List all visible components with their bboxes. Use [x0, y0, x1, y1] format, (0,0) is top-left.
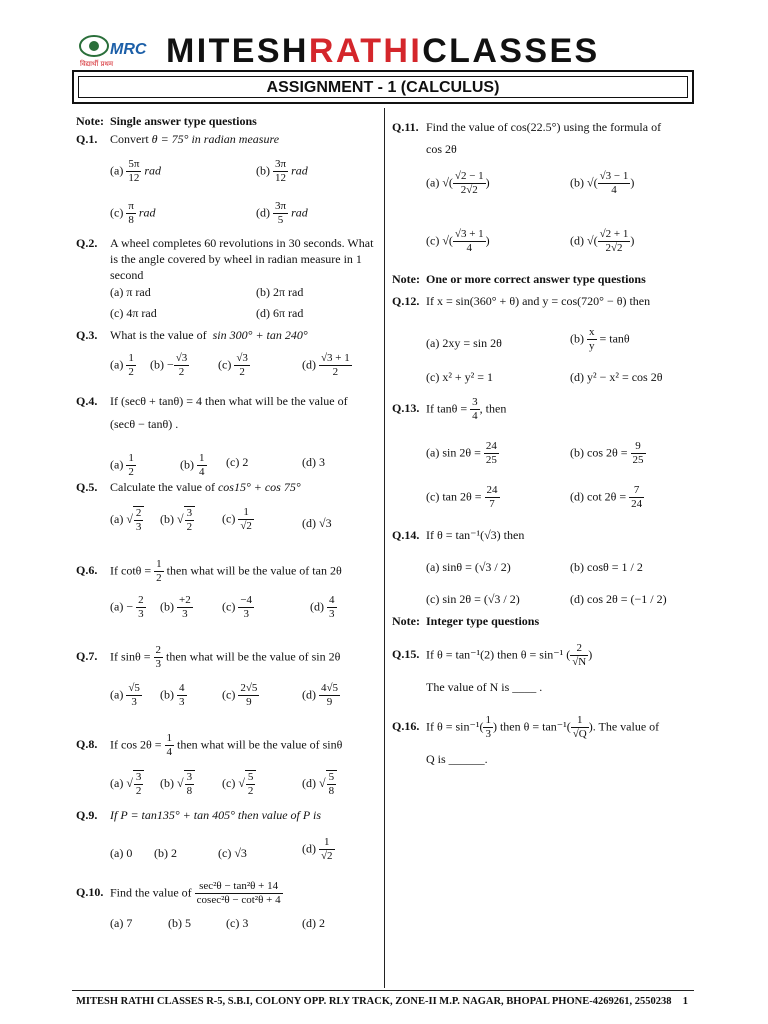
q13-option-b: (b) cos 2θ = $\frac{9}{25}$ [570, 440, 644, 466]
q11-option-a: (a) √( $\frac{√2 - 1}{2√2}$ ) [426, 170, 490, 196]
q8-option-d: (d) √ $\frac{5}{8}$ [302, 770, 337, 798]
question-8: Q.8. If cos 2θ = $\frac{1}{4}$ then what will be the value of sinθ [76, 732, 343, 758]
q2-line-3: second [110, 268, 144, 282]
q10-option-a: (a) 7 [110, 916, 133, 930]
note-multiple-correct: Note: One or more correct answer type questions [392, 272, 646, 286]
page-number: 1 [682, 996, 688, 1007]
q4-option-a: (a) $\frac{1}{2}$ [110, 452, 134, 478]
q7-option-d: (d) $\frac{4√5}{9}$ [302, 682, 339, 708]
question-16: Q.16. If θ = sin⁻¹( $\frac{1}{3}$ ) then θ = tan⁻¹( $\frac{1}{√Q}$ ). The value of [392, 714, 660, 740]
q3-option-b: (b) − $\frac{√3}{2}$ [150, 352, 188, 378]
q2-option-d: (d) 6π rad [256, 306, 304, 320]
q8-option-a: (a) √ $\frac{3}{2}$ [110, 770, 144, 798]
footer-rule [72, 990, 694, 991]
q4-option-c: (c) 2 [226, 455, 249, 469]
q7-option-a: (a) $\frac{√5}{3}$ [110, 682, 140, 708]
q11-option-c: (c) √( $\frac{√3 + 1}{4}$ ) [426, 228, 490, 254]
column-divider [384, 108, 385, 988]
q3-option-a: (a) $\frac{1}{2}$ [110, 352, 134, 378]
q1-option-b: (b) $\frac{3\pi}{12}$ rad [256, 158, 308, 184]
q2-option-c: (c) 4π rad [110, 306, 157, 320]
q11-option-d: (d) √( $\frac{√2 + 1}{2√2}$ ) [570, 228, 635, 254]
q10-option-d: (d) 2 [302, 916, 325, 930]
q12-option-b: (b) $\frac{x}{y}$ = tanθ [570, 326, 630, 352]
assignment-title-box [72, 70, 694, 104]
q8-option-b: (b) √ $\frac{3}{8}$ [160, 770, 195, 798]
q5-option-b: (b) √ $\frac{3}{2}$ [160, 506, 195, 534]
q10-option-b: (b) 5 [168, 916, 191, 930]
q9-option-d: (d) $\frac{1}{√2}$ [302, 836, 333, 862]
q15-line-2: The value of N is ____ . [426, 680, 543, 694]
q6-option-d: (d) $\frac{4}{3}$ [310, 594, 335, 620]
question-3: Q.3. What is the value of sin 300° + tan 240° [76, 328, 308, 342]
q14-option-b: (b) cosθ = 1 / 2 [570, 560, 643, 574]
q7-option-c: (c) $\frac{2√5}{9}$ [222, 682, 258, 708]
brand-name: MITESHRATHICLASSES [166, 32, 600, 70]
q11-option-b: (b) √( $\frac{√3 - 1}{4}$ ) [570, 170, 635, 196]
q6-option-c: (c) $\frac{-4}{3}$ [222, 594, 253, 620]
q12-option-a: (a) 2xy = sin 2θ [426, 336, 502, 350]
q13-option-c: (c) tan 2θ = $\frac{24}{7}$ [426, 484, 498, 510]
right-column [392, 114, 692, 984]
question-4: Q.4. If (secθ + tanθ) = 4 then what will be the value of [76, 394, 348, 408]
q4-option-d: (d) 3 [302, 455, 325, 469]
q5-option-a: (a) √ $\frac{2}{3}$ [110, 506, 144, 534]
assignment-title: ASSIGNMENT - 1 (CALCULUS) [78, 76, 688, 98]
q4-option-b: (b) $\frac{1}{4}$ [180, 452, 205, 478]
question-11: Q.11. Find the value of cos(22.5°) using the formula of [392, 120, 662, 134]
svg-text:MRC: MRC [110, 41, 147, 58]
question-7: Q.7. If sinθ = $\frac{2}{3}$ then what will be the value of sin 2θ [76, 644, 341, 670]
q14-option-a: (a) sinθ = (√3 / 2) [426, 560, 511, 574]
question-1: Q.1. Convert θ = 75° in radian measure [76, 132, 280, 146]
q10-option-c: (c) 3 [226, 916, 249, 930]
question-6: Q.6. If cotθ = $\frac{1}{2}$ then what will be the value of tan 2θ [76, 558, 342, 584]
q6-option-b: (b) $\frac{+2}{3}$ [160, 594, 191, 620]
q5-option-d: (d) √3 [302, 516, 332, 530]
question-9: Q.9. If P = tan135° + tan 405° then value of P is [76, 808, 322, 822]
question-10: Q.10. Find the value of $\frac{\text{sec²θ − tan²θ + 14}}{\text{cosec²θ − cot²θ + 4}}$ [76, 880, 281, 906]
question-15: Q.15. If θ = tan⁻¹(2) then θ = sin⁻¹ ( $\frac{2}{√N}$ ) [392, 642, 593, 668]
q3-option-c: (c) $\frac{√3}{2}$ [218, 352, 248, 378]
footer [76, 996, 688, 1007]
question-13: Q.13. If tanθ = $\frac{3}{4}$ , then [392, 396, 507, 422]
question-12: Q.12. If x = sin(360° + θ) and y = cos(720° − θ) then [392, 294, 651, 308]
q2-option-b: (b) 2π rad [256, 285, 304, 299]
q13-option-d: (d) cot 2θ = $\frac{7}{24}$ [570, 484, 643, 510]
q5-option-c: (c) $\frac{1}{√2}$ [222, 506, 252, 532]
q9-option-c: (c) √3 [218, 846, 247, 860]
q1-option-d: (d) $\frac{3\pi}{5}$ rad [256, 200, 308, 226]
svg-text:विद्यार्थी प्रथम: विद्यार्थी प्रथम [80, 60, 114, 68]
q13-option-a: (a) sin 2θ = $\frac{24}{25}$ [426, 440, 497, 466]
q1-option-a: (a) $\frac{5\pi}{12}$ rad [110, 158, 162, 184]
note-integer-type: Note: Integer type questions [392, 614, 540, 628]
q9-option-b: (b) 2 [154, 846, 177, 860]
q1-option-c: (c) $\frac{\pi}{8}$ rad [110, 200, 156, 226]
q2-option-a: (a) π rad [110, 285, 151, 299]
q11-line-2: cos 2θ [426, 142, 457, 156]
footer-address: MITESH RATHI CLASSES R-5, S.B.I, COLONY OPP. RLY TRACK, ZONE-II M.P. NAGAR, BHOPAL PHONE-4269261, 2550238 [76, 996, 672, 1007]
question-14: Q.14. If θ = tan⁻¹(√3) then [392, 528, 525, 542]
q14-option-d: (d) cos 2θ = (−1 / 2) [570, 592, 667, 606]
q4-line-2: (secθ − tanθ) . [110, 417, 179, 431]
q12-option-c: (c) x² + y² = 1 [426, 370, 494, 384]
q7-option-b: (b) $\frac{4}{3}$ [160, 682, 185, 708]
note-single-answer: Note: Single answer type questions [76, 114, 257, 128]
q6-option-a: (a) − $\frac{2}{3}$ [110, 594, 144, 620]
q2-line-2: is the angle covered by wheel in radian measure in 1 [110, 252, 362, 266]
mrc-logo [74, 32, 164, 68]
question-2: Q.2. A wheel completes 60 revolutions in 30 seconds. What [76, 236, 374, 250]
q3-option-d: (d) $\frac{√3 + 1}{2}$ [302, 352, 350, 378]
q16-line-2: Q is ______. [426, 752, 488, 766]
left-column [76, 114, 380, 984]
question-5: Q.5. Calculate the value of cos15° + cos 75° [76, 480, 301, 494]
q12-option-d: (d) y² − x² = cos 2θ [570, 370, 663, 384]
q8-option-c: (c) √ $\frac{5}{2}$ [222, 770, 256, 798]
q9-option-a: (a) 0 [110, 846, 133, 860]
header [74, 30, 694, 70]
q14-option-c: (c) sin 2θ = (√3 / 2) [426, 592, 520, 606]
